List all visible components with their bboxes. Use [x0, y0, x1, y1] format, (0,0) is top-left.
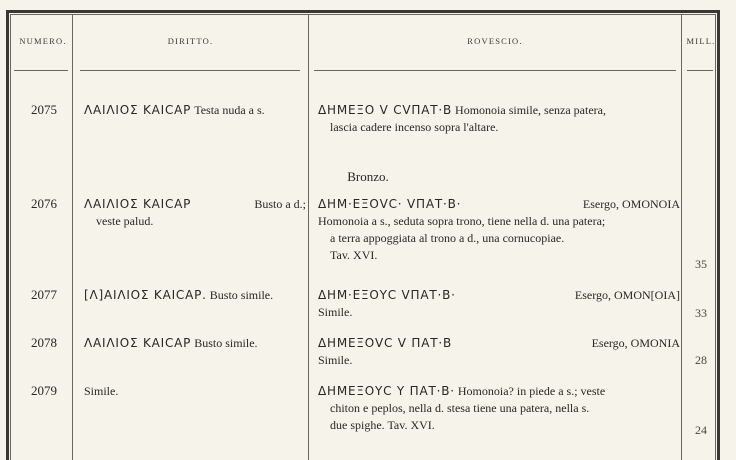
entry-rovescio	[318, 102, 680, 136]
rovescio-legend: ΔΗΜΕΞΟΥC Υ ΠΑΤ·Β·	[318, 384, 455, 398]
entry-number: 2077	[31, 287, 57, 302]
rovescio-line: lascia cadere incenso sopra l'altare.	[330, 120, 499, 134]
entry-diritto	[84, 196, 306, 230]
rovescio-line: a terra appoggiata al trono a d., una cornucopiae.	[330, 231, 565, 245]
rovescio-line: Simile.	[318, 305, 353, 319]
diritto-text: Simile.	[84, 384, 119, 398]
entry-number: 2075	[31, 102, 57, 117]
entry-mill: 28	[695, 353, 707, 367]
header-rule-diritto	[80, 70, 300, 71]
col-divider-1	[72, 14, 73, 460]
rovescio-legend: ΔΗΜΕΞΟVC V ΠΑΤ·Β	[318, 336, 453, 350]
entry-number: 2079	[31, 383, 57, 398]
rovescio-exergue: Esergo, ΟΜΟΝ[ΟΙΑ]	[574, 288, 680, 302]
rovescio-legend: ΔΗΜ·ΕΞΟVC· VΠΑΤ·Β·	[318, 197, 462, 211]
rovescio-text: Homonoia? in piede a s.; veste	[457, 384, 606, 398]
rovescio-text: Homonoia simile, senza patera,	[455, 103, 606, 117]
diritto-text: Busto a d.;	[254, 197, 306, 211]
entry-rovescio	[318, 196, 680, 264]
rovescio-legend: ΔΗΜΕΞΟ V CVΠΑΤ·Β	[318, 103, 453, 117]
rovescio-exergue: Esergo, ΟΜΟΝΟΙΑ	[582, 197, 680, 211]
diritto-line: veste palud.	[96, 214, 154, 228]
header-rovescio: ROVESCIO.	[467, 36, 523, 46]
header-rule-mill	[687, 70, 713, 71]
entry-rovescio	[318, 335, 680, 369]
diritto-legend: ΛΑΙΛΙΟΣ ΚΑΙCΑΡ	[84, 197, 192, 211]
section-heading-bronzo: Bronzo.	[347, 169, 389, 184]
entry-mill: 33	[695, 306, 707, 320]
diritto-text: Busto simile.	[194, 336, 258, 350]
rovescio-line: Tav. XVI.	[330, 248, 378, 262]
diritto-text: Testa nuda a s.	[194, 103, 265, 117]
entry-diritto	[84, 335, 306, 352]
col-divider-2	[308, 14, 309, 460]
entry-mill: 24	[695, 423, 707, 437]
header-rule-rovescio	[314, 70, 676, 71]
entry-number: 2078	[31, 335, 57, 350]
entry-rovescio	[318, 287, 680, 321]
diritto-text: Busto simile.	[209, 288, 274, 302]
col-divider-3	[681, 14, 682, 460]
entry-rovescio	[318, 383, 680, 434]
diritto-legend: ΛΑΙΛΙΟΣ ΚΑΙCΑΡ	[84, 336, 192, 350]
entry-diritto	[84, 102, 306, 119]
header-numero: NUMERO.	[19, 36, 67, 46]
rovescio-line: chiton e peplos, nella d. stesa tiene una patera, nella s.	[330, 401, 590, 415]
entry-diritto	[84, 287, 306, 304]
rovescio-line: Homonoia a s., seduta sopra trono, tiene nella d. una patera;	[318, 214, 606, 228]
rovescio-line: due spighe. Tav. XVI.	[330, 418, 435, 432]
rovescio-exergue: Esergo, ΟΜΟΝΙΑ	[591, 336, 680, 350]
rovescio-line: Simile.	[318, 353, 353, 367]
header-diritto: DIRITTO.	[167, 36, 214, 46]
header-rule-numero	[14, 70, 68, 71]
diritto-legend: [Λ]ΑΙΛΙΟΣ ΚΑΙCΑΡ.	[84, 288, 207, 302]
entry-number: 2076	[31, 196, 57, 211]
entry-diritto	[84, 383, 306, 400]
diritto-legend: ΛΑΙΛΙΟΣ ΚΑΙCΑΡ	[84, 103, 192, 117]
header-mill: MILL.	[686, 36, 716, 46]
rovescio-legend: ΔΗΜ·ΕΞΟΥC VΠΑΤ·Β·	[318, 288, 456, 302]
entry-mill: 35	[695, 257, 707, 271]
